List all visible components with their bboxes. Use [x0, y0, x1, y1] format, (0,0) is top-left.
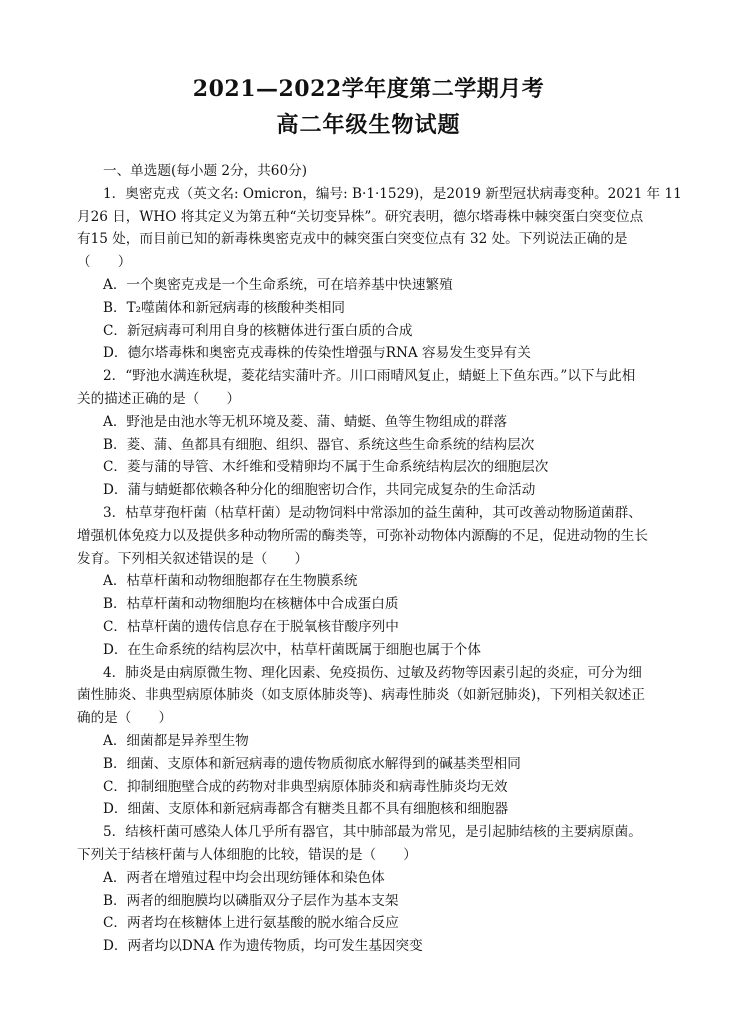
question-stem-line: 5．结核杆菌可感染人体几乎所有器官，其中肺部最为常见，是引起肺结核的主要病原菌。 [103, 824, 642, 841]
option-b: B．两者的细胞膜均以磷脂双分子层作为基本支架 [103, 892, 399, 909]
question-stem-line: 月26 日，WHO 将其定义为第五种“关切变异株”。研究表明，德尔塔毒株中棘突蛋白突变位点 [77, 208, 644, 225]
option-c: C．菱与蒲的导管、木纤维和受精卵均不属于生命系统结构层次的细胞层次 [103, 459, 549, 476]
option-a: A．野池是由池水等无机环境及菱、蒲、蜻蜓、鱼等生物组成的群落 [103, 413, 508, 430]
question-5 [77, 821, 662, 958]
question-stem-line: 关的描述正确的是（ ） [77, 390, 241, 407]
exam-body [77, 160, 682, 958]
option-d: D．蒲与蜻蜓都依赖各种分化的细胞密切合作，共同完成复杂的生命活动 [103, 482, 536, 499]
question-4 [77, 662, 662, 822]
question-2 [77, 365, 662, 502]
option-c: C．两者均在核糖体上进行氨基酸的脱水缩合反应 [103, 915, 399, 932]
question-stem-line: 3．枯草芽孢杆菌（枯草杆菌）是动物饲料中常添加的益生菌种，其可改善动物肠道菌群、 [103, 504, 642, 521]
question-1 [77, 183, 682, 365]
option-a: A．细菌都是异养型生物 [103, 732, 249, 749]
option-d: D．在生命系统的结构层次中，枯草杆菌既属于细胞也属于个体 [103, 641, 481, 658]
question-stem-line: 2．“野池水满连秋堤，菱花结实蒲叶齐。川口雨晴风复止，蜻蜓上下鱼东西。”以下与此相 [103, 368, 636, 385]
option-c: C．枯草杆菌的遗传信息存在于脱氧核苷酸序列中 [103, 618, 399, 635]
option-a: A．一个奥密克戎是一个生命系统，可在培养基中快速繁殖 [103, 276, 453, 293]
question-stem-line: 确的是（ ） [77, 710, 173, 727]
question-stem-line: 增强机体免疫力以及提供多种动物所需的酶类等，可弥补动物体内源酶的不足，促进动物的生长 [77, 527, 648, 544]
option-d: D．德尔塔毒株和奥密克戎毒株的传染性增强与RNA 容易发生变异有关 [103, 345, 531, 362]
question-stem-line: 发育。下列相关叙述错误的是（ ） [77, 550, 309, 567]
section-heading: 一、单选题(每小题 2分，共60分) [103, 163, 307, 179]
option-b: B．细菌、支原体和新冠病毒的遗传物质彻底水解得到的碱基类型相同 [103, 755, 521, 772]
question-stem-line: 4．肺炎是由病原微生物、理化因素、免疫损伤、过敏及药物等因素引起的炎症，可分为细 [103, 664, 642, 681]
option-b: B．菱、蒲、鱼都具有细胞、组织、器官、系统这些生命系统的结构层次 [103, 436, 535, 453]
question-stem-line: 1．奥密克戎（英文名: Omicron，编号: B·1·1529)，是2019 新型冠状病毒变种。2021 年 11 [103, 185, 682, 202]
question-3 [77, 502, 662, 662]
option-d: D．细菌、支原体和新冠病毒都含有糖类且都不具有细胞核和细胞器 [103, 801, 509, 818]
option-b: B．T₂噬菌体和新冠病毒的核酸种类相同 [103, 299, 346, 316]
exam-subtitle: 高二年级生物试题 [276, 112, 461, 138]
option-a: A．枯草杆菌和动物细胞都存在生物膜系统 [103, 573, 358, 590]
option-c: C．新冠病毒可利用自身的核糖体进行蛋白质的合成 [103, 322, 413, 339]
option-d: D．两者均以DNA 作为遗传物质，均可发生基因突变 [103, 938, 423, 955]
option-b: B．枯草杆菌和动物细胞均在核糖体中合成蛋白质 [103, 596, 399, 613]
option-c: C．抑制细胞壁合成的药物对非典型病原体肺炎和病毒性肺炎均无效 [103, 778, 508, 795]
exam-title: 2021—2022学年度第二学期月考 [192, 76, 545, 102]
question-stem-line: 下列关于结核杆菌与人体细胞的比较，错误的是（ ） [77, 846, 417, 863]
question-stem-line: 有15 处，而目前已知的新毒株奥密克戎中的棘突蛋白突变位点有 32 处。下列说法正确的是 [77, 231, 628, 248]
answer-bracket: （ ） [77, 254, 132, 271]
option-a: A．两者在增殖过程中均会出现纺锤体和染色体 [103, 869, 385, 886]
question-stem-line: 菌性肺炎、非典型病原体肺炎（如支原体肺炎等)、病毒性肺炎（如新冠肺炎)，下列相关叙述正 [77, 687, 645, 704]
